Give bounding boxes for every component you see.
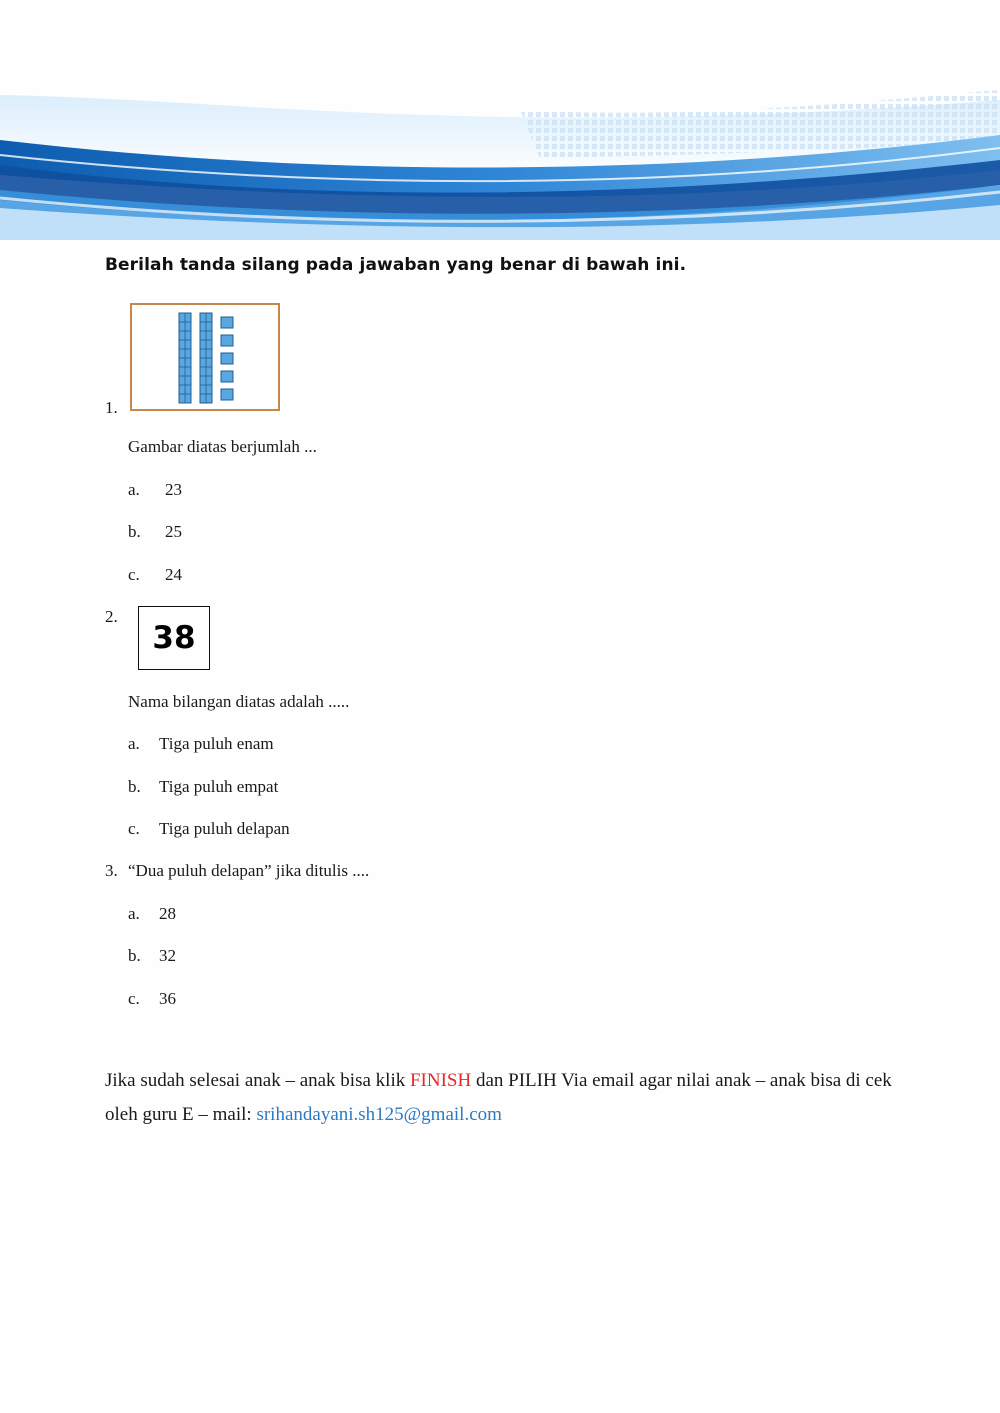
finish-highlight: FINISH (409, 1070, 472, 1091)
question-1-option-b-letter: b. (128, 522, 141, 541)
question-1-option-c-letter: c. (128, 565, 140, 584)
question-1-prompt: Gambar diatas berjumlah ... (128, 437, 317, 456)
question-3-option-a[interactable]: 28 (159, 904, 176, 923)
question-3-option-a-letter: a. (128, 904, 140, 923)
question-2-option-a[interactable]: Tiga puluh enam (159, 734, 274, 753)
question-2-option-b[interactable]: Tiga puluh empat (159, 777, 279, 796)
header-wave-banner (0, 80, 1000, 240)
question-2-option-c[interactable]: Tiga puluh delapan (159, 819, 290, 838)
teacher-email-link[interactable]: srihandayani.sh125@gmail.com (256, 1104, 502, 1125)
number-box: 38 (138, 606, 210, 670)
question-2-option-c-letter: c. (128, 819, 140, 838)
base-ten-blocks-image (130, 303, 280, 411)
question-1-option-a-letter: a. (128, 480, 140, 499)
instruction-heading: Berilah tanda silang pada jawaban yang benar di bawah ini. (105, 255, 687, 275)
question-1-option-a[interactable]: 23 (165, 480, 182, 499)
closing-instructions (105, 1064, 905, 1132)
question-3-option-c-letter: c. (128, 989, 140, 1008)
question-2-option-b-letter: b. (128, 777, 141, 796)
question-1-option-b[interactable]: 25 (165, 522, 182, 541)
question-1-number: 1. (105, 398, 118, 417)
base-ten-blocks-icon (132, 305, 278, 409)
question-1-option-c[interactable]: 24 (165, 565, 182, 584)
closing-text-1: Jika sudah selesai anak – anak bisa klik (105, 1070, 410, 1091)
question-3-option-c[interactable]: 36 (159, 989, 176, 1008)
question-3-option-b-letter: b. (128, 946, 141, 965)
question-3-prompt: “Dua puluh delapan” jika ditulis .... (128, 861, 370, 880)
question-3-number: 3. (105, 861, 118, 880)
question-2-number: 2. (105, 607, 118, 626)
question-2-option-a-letter: a. (128, 734, 140, 753)
closing-text-2: dan PILIH Via email agar nilai anak – anak bisa di cek oleh guru E – mail: (105, 1070, 892, 1125)
question-2-prompt: Nama bilangan diatas adalah ..... (128, 692, 350, 711)
question-3-option-b[interactable]: 32 (159, 946, 176, 965)
